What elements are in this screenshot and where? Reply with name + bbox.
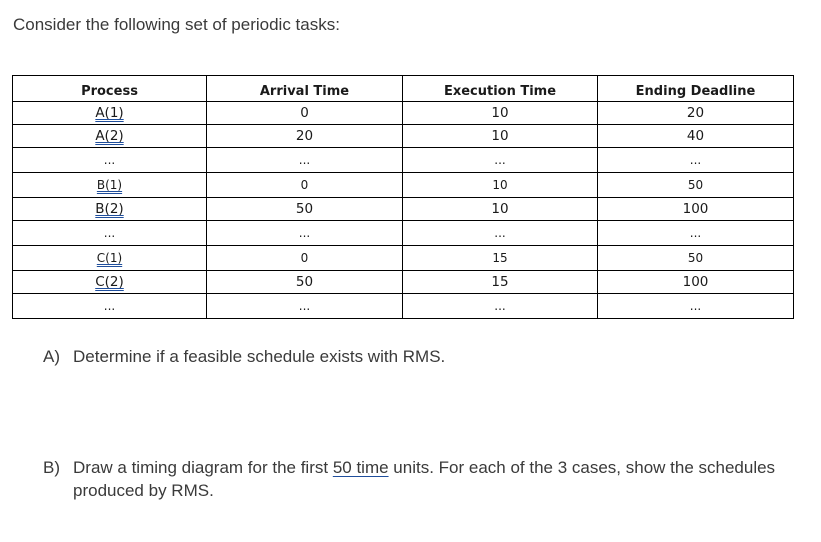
arrival-cell: ...	[207, 148, 403, 173]
arrival-cell: 0	[207, 173, 403, 198]
table-row	[13, 102, 794, 125]
table-row	[13, 271, 794, 294]
process-cell: ...	[13, 294, 207, 319]
process-name: A(1)	[95, 105, 124, 121]
execution-cell: 10	[403, 125, 598, 148]
question-b-text-end: units. For each of the 3 cases, show the schedules produced by RMS.	[73, 458, 776, 500]
table-row	[13, 125, 794, 148]
process-cell	[13, 125, 207, 148]
table-row	[13, 246, 794, 271]
process-cell	[13, 198, 207, 221]
table-row	[13, 173, 794, 198]
process-cell	[13, 173, 207, 198]
table-row	[13, 198, 794, 221]
deadline-cell: 20	[598, 102, 794, 125]
execution-cell: 10	[403, 198, 598, 221]
question-b-text-start: Draw a timing diagram for the first	[73, 458, 333, 477]
deadline-cell: ...	[598, 148, 794, 173]
arrival-cell: ...	[207, 294, 403, 319]
execution-cell: ...	[403, 148, 598, 173]
process-cell: ...	[13, 148, 207, 173]
deadline-cell: ...	[598, 294, 794, 319]
question-a	[43, 345, 445, 368]
process-cell	[13, 102, 207, 125]
process-name: B(1)	[96, 178, 123, 192]
arrival-cell: 50	[207, 198, 403, 221]
table-row-ellipsis	[13, 148, 794, 173]
arrival-cell: 20	[207, 125, 403, 148]
arrival-cell: 50	[207, 271, 403, 294]
process-name: C(1)	[96, 251, 123, 265]
process-name: C(2)	[95, 274, 124, 290]
execution-cell: 15	[403, 246, 598, 271]
arrival-cell: ...	[207, 221, 403, 246]
arrival-cell: 0	[207, 246, 403, 271]
process-cell: ...	[13, 221, 207, 246]
execution-cell: 10	[403, 102, 598, 125]
deadline-cell: 50	[598, 246, 794, 271]
header-ending-deadline: Ending Deadline	[598, 76, 794, 102]
header-arrival-time: Arrival Time	[207, 76, 403, 102]
question-b-underlined-phrase: 50 time	[332, 458, 389, 477]
execution-cell: ...	[403, 221, 598, 246]
table-header-row	[13, 76, 794, 102]
question-b-label: B)	[43, 458, 60, 477]
process-cell	[13, 246, 207, 271]
table-row-ellipsis	[13, 221, 794, 246]
execution-cell: 10	[403, 173, 598, 198]
execution-cell: ...	[403, 294, 598, 319]
process-cell	[13, 271, 207, 294]
deadline-cell: ...	[598, 221, 794, 246]
periodic-tasks-table	[12, 75, 794, 319]
deadline-cell: 50	[598, 173, 794, 198]
process-name: A(2)	[95, 128, 124, 144]
deadline-cell: 100	[598, 271, 794, 294]
table-row-ellipsis	[13, 294, 794, 319]
execution-cell: 15	[403, 271, 598, 294]
header-process: Process	[13, 76, 207, 102]
question-a-text: Determine if a feasible schedule exists with RMS.	[73, 347, 446, 366]
arrival-cell: 0	[207, 102, 403, 125]
intro-text: Consider the following set of periodic tasks:	[13, 15, 340, 34]
process-name: B(2)	[95, 201, 124, 217]
deadline-cell: 100	[598, 198, 794, 221]
question-b-text	[43, 456, 783, 502]
header-execution-time: Execution Time	[403, 76, 598, 102]
question-a-label: A)	[43, 347, 60, 366]
deadline-cell: 40	[598, 125, 794, 148]
question-b	[43, 456, 783, 502]
